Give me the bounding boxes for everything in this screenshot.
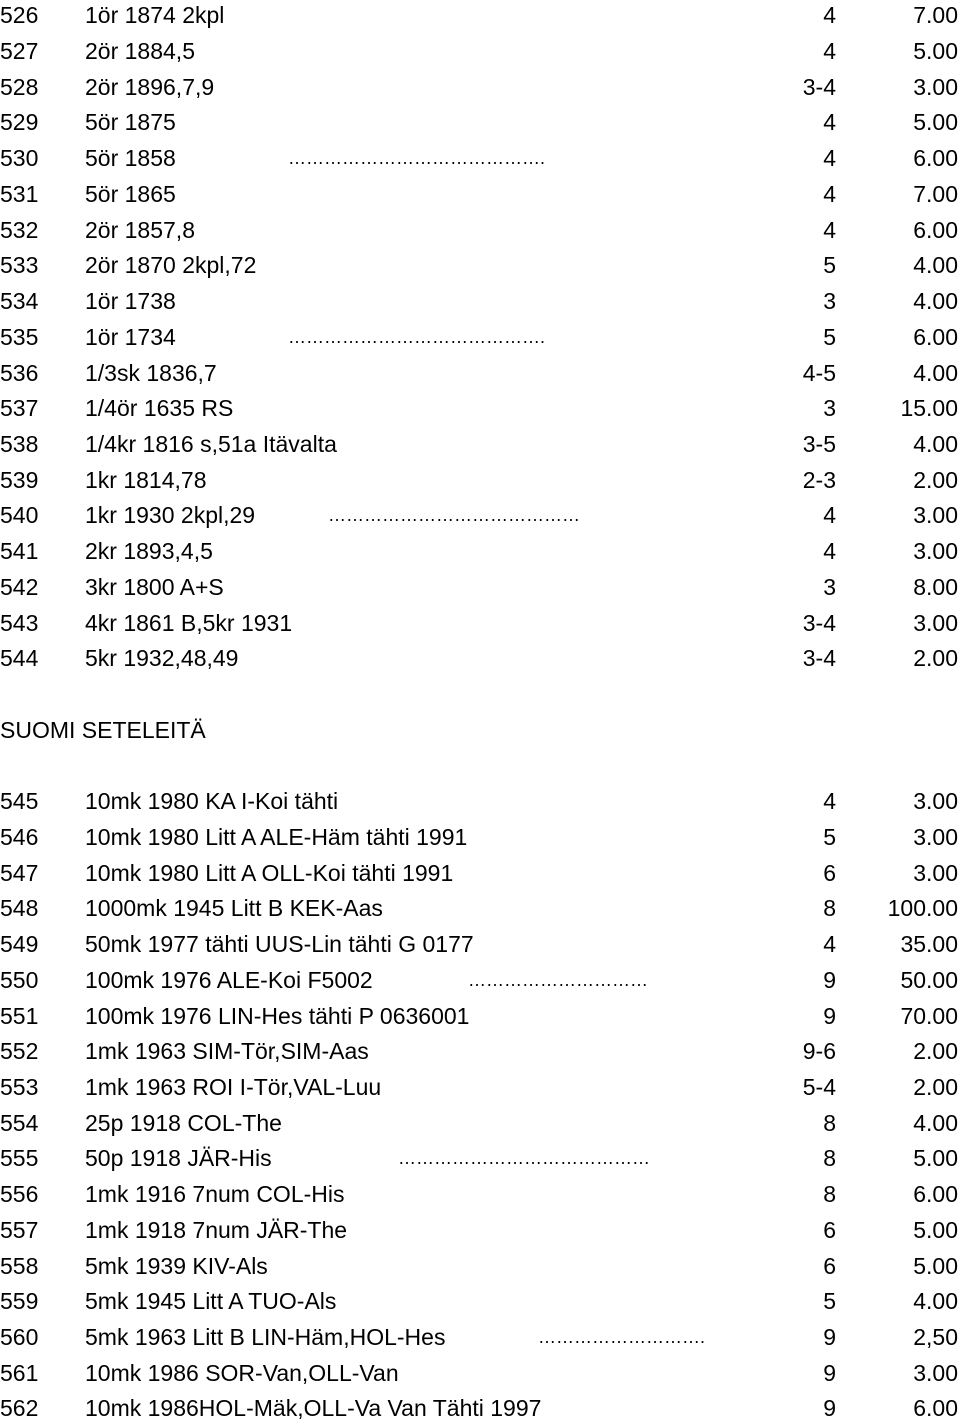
item-price: 15.00 [900,395,958,421]
item-condition: 6 [823,860,836,886]
item-number: 553 [0,1074,39,1100]
item-description: 10mk 1986HOL-Mäk,OLL-Va Van Tähti 1997 [85,1395,542,1421]
item-condition: 4 [823,502,836,528]
list-item [0,0,960,30]
item-description: 10mk 1980 Litt A ALE-Häm tähti 1991 [85,824,468,850]
item-price: 100.00 [887,895,958,921]
item-condition: 4 [823,2,836,28]
list-item [0,1072,960,1102]
item-description: 50mk 1977 tähti UUS-Lin tähti G 0177 [85,931,474,957]
item-number: 543 [0,610,39,636]
item-number: 552 [0,1038,39,1064]
item-number: 542 [0,574,39,600]
list-item [0,72,960,102]
list-item [0,107,960,137]
item-condition: 8 [823,895,836,921]
item-price: 3.00 [913,860,958,886]
item-price: 4.00 [913,1110,958,1136]
item-condition: 8 [823,1181,836,1207]
item-condition: 4 [823,181,836,207]
item-description: 5mk 1945 Litt A TUO-Als [85,1288,337,1314]
list-item [0,358,960,388]
item-description: 1/3sk 1836,7 [85,360,217,386]
item-description: 1mk 1916 7num COL-His [85,1181,345,1207]
item-condition: 5 [823,1288,836,1314]
item-description: 2ör 1896,7,9 [85,74,215,100]
item-number: 554 [0,1110,39,1136]
item-condition: 2-3 [802,467,836,493]
item-description: 10mk 1986 SOR-Van,OLL-Van [85,1360,399,1386]
section-heading: SUOMI SETELEITÄ [0,717,206,743]
item-price: 6.00 [913,217,958,243]
list-item [0,1001,960,1031]
list-item [0,858,960,888]
item-price: 50.00 [900,967,958,993]
item-price: 8.00 [913,574,958,600]
item-price: 2.00 [913,1038,958,1064]
list-item [0,322,960,352]
item-condition: 4-5 [802,360,836,386]
item-number: 532 [0,217,39,243]
item-number: 531 [0,181,39,207]
item-number: 551 [0,1003,39,1029]
item-description: 100mk 1976 ALE-Koi F5002 [85,967,373,993]
item-price: 2.00 [913,645,958,671]
item-condition: 3-4 [802,645,836,671]
item-condition: 4 [823,217,836,243]
item-description: 25p 1918 COL-The [85,1110,282,1136]
item-condition: 3-4 [802,74,836,100]
item-description: 2ör 1857,8 [85,217,195,243]
item-condition: 5 [823,252,836,278]
list-item [0,1251,960,1281]
item-condition: 4 [823,145,836,171]
item-number: 533 [0,252,39,278]
item-number: 530 [0,145,39,171]
item-condition: 4 [823,109,836,135]
item-number: 538 [0,431,39,457]
item-description: 10mk 1980 Litt A OLL-Koi tähti 1991 [85,860,454,886]
item-description: 3kr 1800 A+S [85,574,224,600]
item-price: 4.00 [913,252,958,278]
item-number: 528 [0,74,39,100]
item-condition: 3-5 [802,431,836,457]
item-number: 535 [0,324,39,350]
item-condition: 9 [823,1003,836,1029]
list-item [0,786,960,816]
list-item [0,893,960,923]
item-price: 4.00 [913,1288,958,1314]
item-description: 5ör 1865 [85,181,176,207]
item-number: 558 [0,1253,39,1279]
item-price: 5.00 [913,1217,958,1243]
list-item [0,965,960,995]
list-item [0,500,960,530]
item-condition: 8 [823,1110,836,1136]
list-item [0,822,960,852]
item-description: 1kr 1814,78 [85,467,207,493]
item-price: 3.00 [913,74,958,100]
item-description: 1000mk 1945 Litt B KEK-Aas [85,895,383,921]
item-condition: 9-6 [802,1038,836,1064]
item-condition: 3 [823,395,836,421]
item-number: 560 [0,1324,39,1350]
item-condition: 9 [823,967,836,993]
item-description: 1mk 1963 SIM-Tör,SIM-Aas [85,1038,369,1064]
item-price: 5.00 [913,1145,958,1171]
item-leader-dots: …………………………………… [328,505,580,525]
list-item [0,536,960,566]
item-description: 2ör 1870 2kpl,72 [85,252,257,278]
item-description: 5mk 1963 Litt B LIN-Häm,HOL-Hes [85,1324,446,1350]
item-description: 1/4ör 1635 RS [85,395,234,421]
item-price: 3.00 [913,1360,958,1386]
item-condition: 9 [823,1324,836,1350]
item-leader-dots: ………………………. [538,1327,706,1347]
item-number: 534 [0,288,39,314]
item-number: 546 [0,824,39,850]
item-description: 100mk 1976 LIN-Hes tähti P 0636001 [85,1003,470,1029]
item-description: 50p 1918 JÄR-His [85,1145,272,1171]
list-item [0,215,960,245]
item-price: 6.00 [913,145,958,171]
item-number: 545 [0,788,39,814]
item-price: 2.00 [913,1074,958,1100]
item-price: 7.00 [913,2,958,28]
item-price: 6.00 [913,1181,958,1207]
item-condition: 3 [823,574,836,600]
item-description: 5ör 1858 [85,145,176,171]
list-item [0,1393,960,1423]
item-number: 547 [0,860,39,886]
list-item [0,429,960,459]
item-description: 5kr 1932,48,49 [85,645,239,671]
item-number: 539 [0,467,39,493]
list-item [0,1215,960,1245]
item-price: 5.00 [913,109,958,135]
item-number: 562 [0,1395,39,1421]
list-item [0,1108,960,1138]
item-price: 4.00 [913,360,958,386]
list-item [0,572,960,602]
item-number: 527 [0,38,39,64]
item-number: 540 [0,502,39,528]
item-price: 4.00 [913,431,958,457]
item-condition: 5 [823,324,836,350]
item-price: 3.00 [913,538,958,564]
item-price: 35.00 [900,931,958,957]
item-number: 548 [0,895,39,921]
list-item [0,393,960,423]
item-price: 3.00 [913,502,958,528]
item-number: 541 [0,538,39,564]
item-price: 5.00 [913,1253,958,1279]
item-condition: 5 [823,824,836,850]
item-price: 70.00 [900,1003,958,1029]
item-number: 550 [0,967,39,993]
item-number: 559 [0,1288,39,1314]
item-condition: 5-4 [802,1074,836,1100]
item-number: 529 [0,109,39,135]
list-item [0,250,960,280]
list-item [0,1179,960,1209]
item-price: 4.00 [913,288,958,314]
item-number: 526 [0,2,39,28]
item-condition: 4 [823,788,836,814]
item-description: 1mk 1918 7num JÄR-The [85,1217,348,1243]
item-condition: 3 [823,288,836,314]
list-item [0,1143,960,1173]
item-price: 6.00 [913,1395,958,1421]
item-price: 5.00 [913,38,958,64]
list-item [0,465,960,495]
item-description: 5ör 1875 [85,109,176,135]
item-description: 10mk 1980 KA I-Koi tähti [85,788,339,814]
item-number: 556 [0,1181,39,1207]
item-description: 1mk 1963 ROI I-Tör,VAL-Luu [85,1074,382,1100]
item-description: 1ör 1874 2kpl [85,2,225,28]
list-item [0,36,960,66]
item-condition: 4 [823,38,836,64]
item-price: 2,50 [913,1324,958,1350]
item-price: 3.00 [913,824,958,850]
item-condition: 8 [823,1145,836,1171]
item-number: 555 [0,1145,39,1171]
item-number: 561 [0,1360,39,1386]
item-leader-dots: ……………………………………. [288,327,546,347]
item-leader-dots: …………………………………… [398,1148,650,1168]
item-condition: 9 [823,1395,836,1421]
item-description: 1ör 1734 [85,324,176,350]
item-description: 1ör 1738 [85,288,176,314]
item-condition: 4 [823,931,836,957]
list-item [0,929,960,959]
list-item [0,643,960,673]
item-condition: 3-4 [802,610,836,636]
item-price: 6.00 [913,324,958,350]
item-number: 557 [0,1217,39,1243]
list-item [0,1358,960,1388]
list-item [0,286,960,316]
list-item [0,608,960,638]
item-description: 4kr 1861 B,5kr 1931 [85,610,293,636]
item-description: 5mk 1939 KIV-Als [85,1253,268,1279]
item-condition: 4 [823,538,836,564]
item-number: 544 [0,645,39,671]
item-description: 2kr 1893,4,5 [85,538,213,564]
item-condition: 6 [823,1253,836,1279]
item-price: 7.00 [913,181,958,207]
item-price: 2.00 [913,467,958,493]
item-description: 1kr 1930 2kpl,29 [85,502,256,528]
item-leader-dots: ……………………………………. [288,148,546,168]
item-number: 536 [0,360,39,386]
list-item [0,1286,960,1316]
list-item [0,1036,960,1066]
item-number: 537 [0,395,39,421]
item-price: 3.00 [913,788,958,814]
list-item [0,1322,960,1352]
item-leader-dots: ………………………… [468,970,648,990]
item-description: 1/4kr 1816 s,51a Itävalta [85,431,337,457]
list-item [0,143,960,173]
item-number: 549 [0,931,39,957]
item-condition: 6 [823,1217,836,1243]
item-description: 2ör 1884,5 [85,38,195,64]
item-condition: 9 [823,1360,836,1386]
list-item [0,179,960,209]
item-price: 3.00 [913,610,958,636]
